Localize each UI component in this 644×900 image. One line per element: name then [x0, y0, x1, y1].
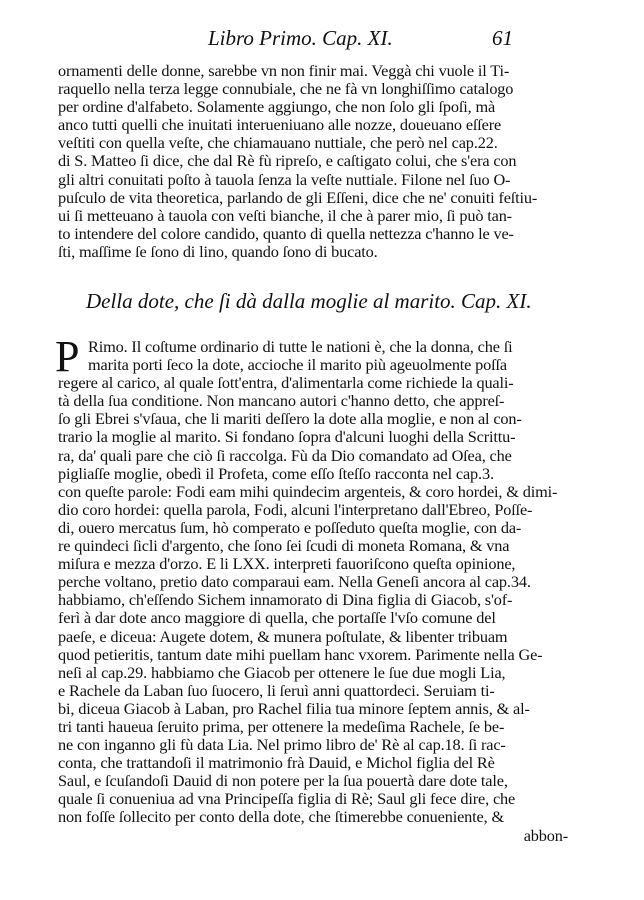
paragraph-1	[58, 62, 568, 261]
text-line: ſo gli Ebrei s'vſaua, che li mariti deſſero la dote alla moglie, e non al con-	[58, 410, 522, 429]
text-line: ſti, maſſime ſe ſono di lino, quando ſono di bucato.	[58, 242, 378, 261]
page-number: 61	[492, 26, 513, 50]
text-line: habbiamo, ch'eſſendo Sichem innamorato di Dina figlia di Giacob, s'of-	[58, 591, 513, 610]
text-line: miſura e mezza d'orzo. E li LXX. interpreti fauoriſcono queſta opinione,	[58, 555, 516, 574]
text-line: ferì à dar dote anco maggiore di quella, che portaſſe l'vſo comune del	[58, 609, 496, 628]
text-line: perche voltano, pretio dato comparaui eam. Nella Geneſi ancora al cap.34.	[58, 573, 531, 592]
paragraph-2	[58, 338, 568, 845]
text-line: neſi al cap.29. habbiamo che Giacob per ottenere le ſue due mogli Lia,	[58, 663, 506, 682]
text-line: gli altri conuitati poſto à tauola ſenza la veſte nuttiale. Filone nel ſuo O-	[58, 170, 511, 189]
text-line: anco tutti quelli che inuitati interueniuano alle nozze, doueuano eſſere	[58, 116, 502, 135]
text-line: puſculo de vita theoretica, parlando de gli Eſſeni, dice che ne' conuiti feſtiu-	[58, 188, 538, 207]
text-line: di S. Matteo ſi dice, che dal Rè fù ripreſo, e caſtigato colui, che s'era con	[58, 152, 517, 171]
running-head: Libro Primo. Cap. XI.	[208, 26, 393, 50]
text-line: ra, da' quali pare che ciò ſi raccolga. Fù da Dio comandato ad Oſea, che	[58, 446, 512, 465]
text-line: e Rachele da Laban ſuo ſuocero, li ſeruì anni quattordeci. Seruiam ti-	[58, 681, 495, 700]
text-line: tri tanti haueua ſeruito prima, per ottenere la medeſima Rachele, ſe be-	[58, 717, 505, 736]
text-line: con queſte parole: Fodi eam mihi quindecim argenteis, & coro hordei, & dimi-	[58, 482, 558, 501]
text-line: dio coro hordei: quella parola, Fodi, alcuni l'interpretano dall'Ebreo, Poſſe-	[58, 500, 533, 519]
text-line: Rimo. Il coſtume ordinario di tutte le nationi è, che la donna, che ſi	[88, 338, 513, 356]
text-line: quod petieritis, tantum date mihi puellam hanc vxorem. Parimente nella Ge-	[58, 645, 543, 664]
text-line: per ordine d'alfabeto. Solamente aggiungo, che non ſolo gli ſpoſi, mà	[58, 98, 496, 117]
text-line: trario la moglie al marito. Si fondano ſopra d'alcuni luoghi della Scrittu-	[58, 428, 516, 447]
text-line: raquello nella terza legge connubiale, che ne fà vn longhiſſimo catalogo	[58, 80, 514, 99]
text-line: veſtiti con quella veſte, che chiamauano nuttiale, che però nel cap.22.	[58, 134, 498, 153]
text-line: ornamenti delle donne, sarebbe vn non finir mai. Veggà chi vuole il Ti-	[58, 62, 510, 80]
text-line: pigliaſſe moglie, obedì il Profeta, come eſſo ſteſſo racconta nel cap.3.	[58, 464, 494, 483]
text-line: Saul, e ſcuſandoſi Dauid di non potere per la ſua pouertà dare dote tale,	[58, 772, 508, 791]
text-line: paeſe, e diceua: Augete dotem, & munera poſtulate, & libenter tribuam	[58, 627, 508, 646]
text-line: marita porti ſeco la dote, accioche il marito più ageuolmente poſſa	[88, 356, 507, 375]
text-line: conta, che trattandoſi il matrimonio frà Dauid, e Michol figlia del Rè	[58, 754, 495, 773]
text-line: tà della ſua conditione. Non mancano autori c'hanno detto, che appreſ-	[58, 392, 505, 411]
drop-cap: P	[55, 332, 80, 381]
catchword: abbon-	[523, 826, 568, 845]
text-line: to intendere del colore candido, quanto di quella nettezza c'hanno le ve-	[58, 224, 514, 243]
text-line: di, ouero mercatus ſum, hò comperato e poſſeduto queſta moglie, con da-	[58, 518, 522, 537]
text-line: quale ſi conueniua ad vna Principeſſa figlia di Rè; Saul gli fece dire, che	[58, 790, 516, 809]
section-heading: Della dote, che ſi dà dalla moglie al marito. Cap. XI.	[86, 289, 532, 313]
text-line: regere al carico, al quale ſott'entra, d'alimentarla come richiede la quali-	[58, 374, 514, 393]
text-line: ui ſi metteuano à tauola con veſti bianche, il che à parer mio, ſi può tan-	[58, 206, 512, 225]
page-header	[0, 26, 644, 54]
text-line: re quindeci ſicli d'argento, che ſono ſei ſcudi di moneta Romana, & vna	[58, 537, 510, 556]
text-line: bi, diceua Giacob à Laban, pro Rachel filia tua minore ſeptem annis, & al-	[58, 699, 530, 718]
text-line: non foſſe ſollecito per conto della dote, che ſtimerebbe conueniente, &	[58, 808, 504, 827]
text-line: ne con inganno gli fù data Lia. Nel primo libro de' Rè al cap.18. ſi rac-	[58, 736, 506, 755]
